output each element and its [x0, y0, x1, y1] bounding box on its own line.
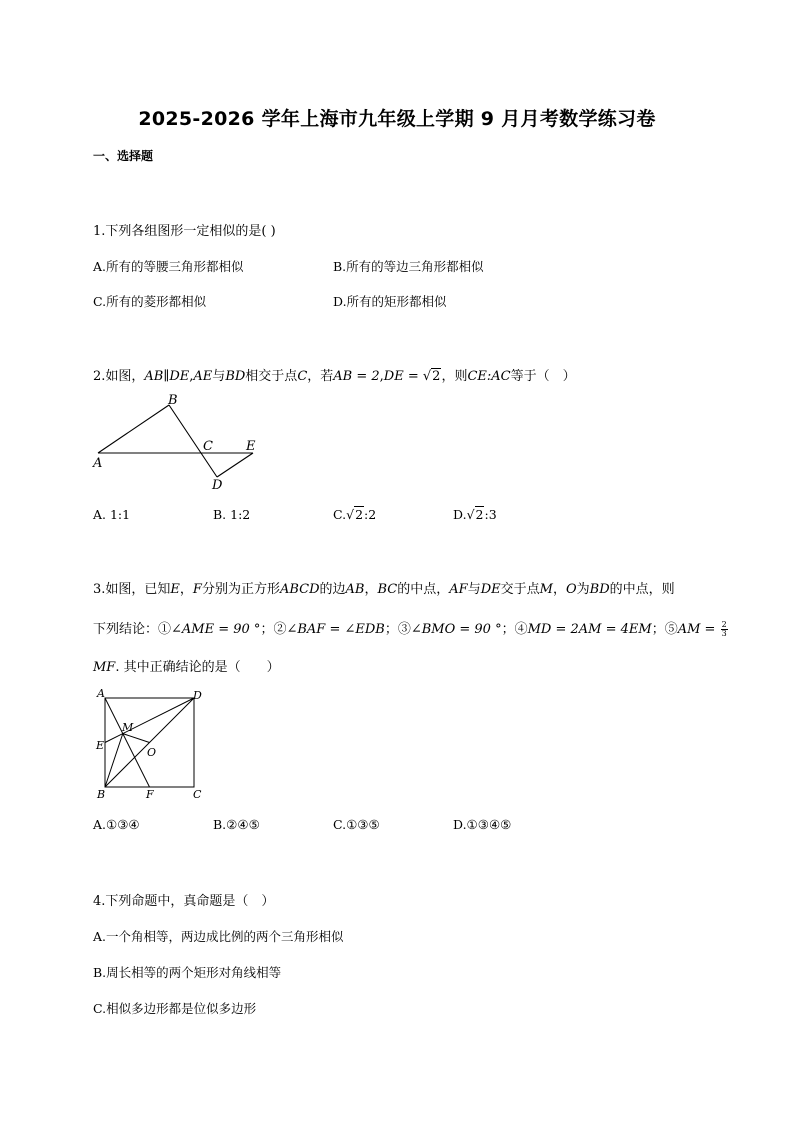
label-a: A: [97, 688, 105, 700]
q1-option-c[interactable]: C.所有的菱形都相似: [93, 294, 207, 309]
q3-figure: [93, 688, 208, 803]
label-b: B: [97, 788, 106, 801]
q3-stem-line3: MF. 其中正确结论的是（ ）: [93, 660, 280, 675]
q2-option-a[interactable]: A. 1:1: [93, 507, 131, 522]
q3-stem-line1: 3.如图，已知E，F分别为正方形ABCD的边AB，BC的中点，AF与DE交于点M，O为BD的中点，则: [93, 582, 675, 597]
section-heading: 一、选择题: [93, 149, 154, 163]
fraction-two-thirds: $\frac{2}{3}$: [721, 620, 727, 638]
q4-stem: 4.下列命题中，真命题是（ ）: [93, 894, 275, 909]
q2-figure: [88, 390, 268, 492]
q4-option-c[interactable]: C.相似多边形都是位似多边形: [93, 1001, 257, 1016]
q1-stem: 1.下列各组图形一定相似的是( ): [93, 224, 276, 239]
q3-stem-line2: 下列结论：①∠AME = 90 °；②∠BAF = ∠EDB；③∠BMO = 90 °；④MD = 2AM = 4EM；⑤AM = $\frac{2}{3}$: [93, 620, 727, 638]
q4-option-a[interactable]: A.一个角相等，两边成比例的两个三角形相似: [93, 929, 344, 944]
q2-option-c[interactable]: C.√2:2: [333, 507, 377, 522]
label-d: D: [212, 478, 223, 492]
page-title: 2025-2026 学年上海市九年级上学期 9 月月考数学练习卷: [138, 108, 656, 130]
q1-option-d[interactable]: D.所有的矩形都相似: [333, 294, 447, 309]
q2-stem: 2.如图，AB∥DE,AE与BD相交于点C，若AB = 2,DE = √2，则CE:AC等于（ ）: [93, 369, 576, 384]
segment-de: [105, 698, 194, 743]
q3-option-b[interactable]: B.②④⑤: [213, 817, 260, 832]
segment-af: [105, 698, 150, 787]
q3-option-a[interactable]: A.①③④: [93, 817, 140, 832]
q3-option-c[interactable]: C.①③⑤: [333, 817, 380, 832]
label-m: M: [122, 721, 134, 734]
label-e: E: [246, 439, 256, 454]
label-d: D: [193, 689, 202, 702]
segment-ab: [98, 405, 169, 453]
label-e: E: [96, 739, 105, 752]
segment-de: [217, 453, 253, 477]
label-o: O: [147, 746, 157, 759]
q4-option-b[interactable]: B.周长相等的两个矩形对角线相等: [93, 965, 282, 980]
label-f: F: [146, 788, 154, 801]
label-c: C: [203, 439, 213, 454]
q1-option-b[interactable]: B.所有的等边三角形都相似: [333, 259, 484, 274]
label-c: C: [193, 788, 202, 801]
label-b: B: [168, 393, 178, 408]
q3-option-d[interactable]: D.①③④⑤: [453, 817, 512, 832]
q2-option-b[interactable]: B. 1:2: [213, 507, 251, 522]
label-a: A: [93, 456, 103, 471]
q2-option-d[interactable]: D.√2:3: [453, 507, 497, 522]
q1-option-a[interactable]: A.所有的等腰三角形都相似: [93, 259, 244, 274]
